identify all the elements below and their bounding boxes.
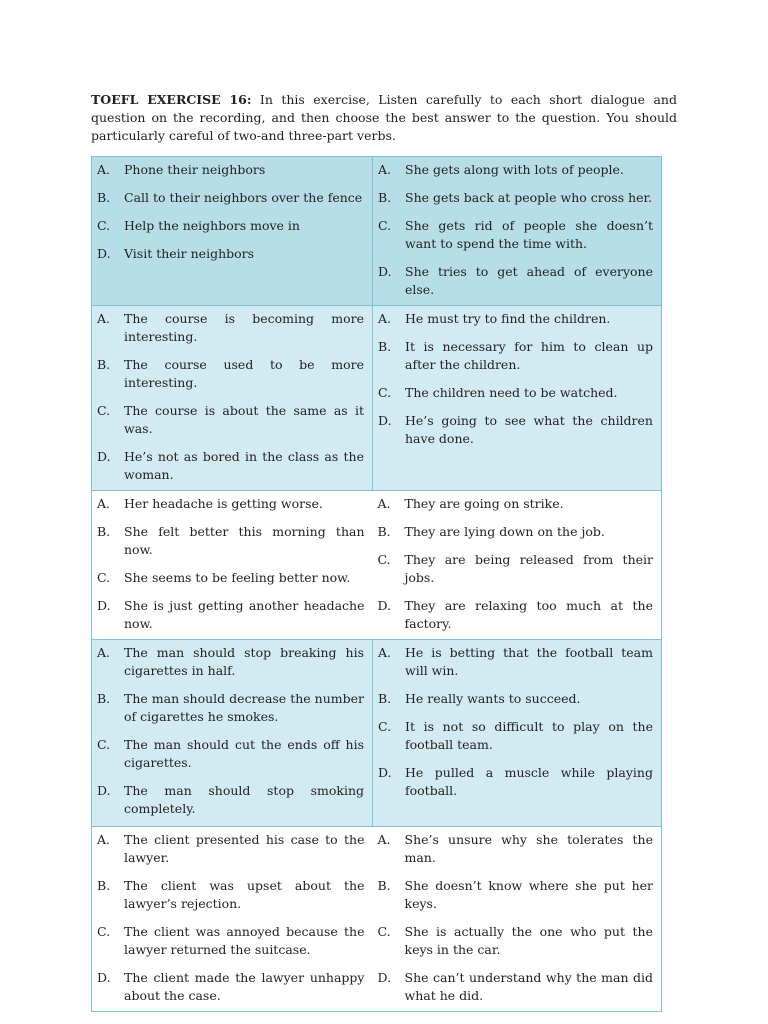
- answer-option[interactable]: [97, 310, 364, 346]
- option-letter: C.: [97, 924, 111, 939]
- answer-option[interactable]: [97, 644, 364, 680]
- option-letter: D.: [378, 765, 392, 780]
- option-letter: C.: [377, 924, 391, 939]
- option-text: Her headache is getting worse.: [124, 496, 323, 511]
- option-letter: B.: [378, 691, 392, 706]
- answer-option[interactable]: [97, 690, 364, 726]
- option-letter: D.: [378, 264, 392, 279]
- option-text: The client was upset about the lawyer’s rejection.: [124, 878, 365, 911]
- option-letter: D.: [97, 598, 111, 613]
- answer-option[interactable]: [378, 161, 653, 179]
- answer-option[interactable]: [378, 831, 654, 867]
- answer-option[interactable]: [378, 877, 654, 913]
- answer-option[interactable]: [97, 217, 364, 235]
- option-letter: B.: [97, 357, 111, 372]
- option-text: The course used to be more interesting.: [124, 357, 364, 390]
- answer-option[interactable]: [378, 189, 653, 207]
- answer-option[interactable]: [97, 736, 364, 772]
- option-letter: C.: [97, 737, 111, 752]
- answer-option[interactable]: [378, 764, 653, 800]
- question-row: [92, 827, 662, 1012]
- question-right-cell: [373, 640, 662, 827]
- option-text: The course is about the same as it was.: [124, 403, 364, 436]
- option-text: Phone their neighbors: [124, 162, 266, 177]
- answer-option[interactable]: [378, 338, 653, 374]
- answer-option[interactable]: [97, 161, 364, 179]
- option-letter: A.: [97, 645, 111, 660]
- answer-option[interactable]: [97, 448, 364, 484]
- option-letter: B.: [97, 524, 111, 539]
- option-text: Help the neighbors move in: [124, 218, 300, 233]
- option-letter: A.: [377, 496, 391, 511]
- option-letter: B.: [377, 524, 391, 539]
- option-letter: D.: [377, 970, 392, 985]
- option-letter: D.: [97, 246, 111, 261]
- option-text: She’s unsure why she tolerates the man.: [404, 832, 653, 865]
- question-left-cell: [92, 157, 373, 306]
- answer-option[interactable]: [378, 597, 654, 633]
- option-text: The course is becoming more interesting.: [124, 311, 364, 344]
- answer-option[interactable]: [378, 310, 653, 328]
- option-text: She felt better this morning than now.: [124, 524, 365, 557]
- question-left-cell: [92, 306, 373, 491]
- option-text: The man should stop breaking his cigarettes in half.: [124, 645, 364, 678]
- option-text: She is actually the one who put the keys in the car.: [404, 924, 653, 957]
- option-letter: D.: [97, 783, 111, 798]
- option-text: Call to their neighbors over the fence: [124, 190, 363, 205]
- option-text: They are lying down on the job.: [404, 524, 605, 539]
- answer-option[interactable]: [378, 523, 654, 541]
- option-text: They are going on strike.: [404, 496, 564, 511]
- answer-option[interactable]: [97, 831, 365, 867]
- question-right-cell: [373, 157, 662, 306]
- option-letter: C.: [378, 385, 392, 400]
- option-letter: C.: [97, 570, 111, 585]
- option-text: She gets back at people who cross her.: [405, 190, 653, 205]
- option-letter: C.: [97, 403, 111, 418]
- option-text: She gets rid of people she doesn’t want to spend the time with.: [405, 218, 653, 251]
- answer-option[interactable]: [97, 402, 364, 438]
- question-row: [92, 491, 662, 640]
- option-letter: A.: [97, 832, 111, 847]
- option-letter: A.: [378, 162, 392, 177]
- option-letter: A.: [97, 162, 111, 177]
- answer-option[interactable]: [97, 245, 364, 263]
- answer-option[interactable]: [378, 718, 653, 754]
- option-letter: A.: [377, 832, 391, 847]
- option-letter: C.: [378, 218, 392, 233]
- question-left-cell: [92, 491, 373, 640]
- exercise-intro: [91, 91, 677, 145]
- answer-option[interactable]: [378, 969, 654, 1005]
- answer-option[interactable]: [97, 597, 365, 633]
- option-letter: D.: [377, 598, 392, 613]
- option-text: The man should cut the ends off his cigarettes.: [124, 737, 364, 770]
- option-letter: B.: [97, 691, 111, 706]
- option-letter: C.: [377, 552, 391, 567]
- answer-option[interactable]: [97, 923, 365, 959]
- option-letter: A.: [97, 311, 111, 326]
- option-letter: A.: [97, 496, 111, 511]
- answer-option[interactable]: [97, 877, 365, 913]
- answer-option[interactable]: [378, 217, 653, 253]
- answer-option[interactable]: [378, 263, 653, 299]
- option-letter: A.: [378, 311, 392, 326]
- answer-table: [91, 156, 662, 1012]
- option-text: He really wants to succeed.: [405, 691, 581, 706]
- option-letter: B.: [378, 190, 392, 205]
- question-right-cell: [373, 306, 662, 491]
- option-text: He pulled a muscle while playing football.: [405, 765, 653, 798]
- answer-option[interactable]: [378, 412, 653, 448]
- answer-option[interactable]: [378, 551, 654, 587]
- answer-option[interactable]: [378, 495, 654, 513]
- option-letter: D.: [97, 970, 111, 985]
- option-text: She gets along with lots of people.: [405, 162, 624, 177]
- answer-option[interactable]: [97, 189, 364, 207]
- option-text: The client was annoyed because the lawyer returned the suitcase.: [124, 924, 365, 957]
- option-text: The children need to be watched.: [405, 385, 618, 400]
- question-right-cell: [373, 827, 662, 1012]
- option-text: She is just getting another headache now.: [124, 598, 365, 631]
- answer-option[interactable]: [97, 356, 364, 392]
- answer-option[interactable]: [378, 923, 654, 959]
- question-row: [92, 640, 662, 827]
- option-text: He is betting that the football team will win.: [405, 645, 653, 678]
- option-text: The client made the lawyer unhappy about the case.: [124, 970, 365, 1003]
- option-letter: B.: [377, 878, 391, 893]
- option-letter: C.: [97, 218, 111, 233]
- option-text: They are being released from their jobs.: [404, 552, 653, 585]
- question-left-cell: [92, 827, 373, 1012]
- question-row: [92, 306, 662, 491]
- answer-option[interactable]: [378, 384, 653, 402]
- option-letter: C.: [378, 719, 392, 734]
- question-left-cell: [92, 640, 373, 827]
- exercise-instructions: In this exercise, Listen carefully to each short dialogue and question on the recording, and then choose the best answer to the question. You should particularly careful of two-and three-part verbs.: [91, 92, 677, 143]
- answer-option[interactable]: [97, 969, 365, 1005]
- answer-option[interactable]: [378, 644, 653, 680]
- option-text: She can’t understand why the man did what he did.: [404, 970, 653, 1003]
- answer-option[interactable]: [97, 569, 365, 587]
- option-letter: D.: [378, 413, 392, 428]
- option-letter: A.: [378, 645, 392, 660]
- option-letter: D.: [97, 449, 111, 464]
- option-text: They are relaxing too much at the factory.: [404, 598, 653, 631]
- answer-option[interactable]: [97, 495, 365, 513]
- answer-option[interactable]: [378, 690, 653, 708]
- option-text: The man should decrease the number of cigarettes he smokes.: [124, 691, 364, 724]
- option-text: It is not so difficult to play on the football team.: [405, 719, 653, 752]
- question-row: [92, 157, 662, 306]
- answer-option[interactable]: [97, 782, 364, 818]
- option-text: Visit their neighbors: [124, 246, 255, 261]
- option-text: The man should stop smoking completely.: [124, 783, 364, 816]
- option-text: He’s not as bored in the class as the woman.: [124, 449, 364, 482]
- exercise-title: TOEFL EXERCISE 16:: [91, 92, 252, 107]
- option-text: She tries to get ahead of everyone else.: [405, 264, 653, 297]
- option-text: He’s going to see what the children have done.: [405, 413, 653, 446]
- option-letter: B.: [378, 339, 392, 354]
- option-text: She doesn’t know where she put her keys.: [404, 878, 653, 911]
- option-text: The client presented his case to the lawyer.: [124, 832, 365, 865]
- answer-option[interactable]: [97, 523, 365, 559]
- question-right-cell: [373, 491, 662, 640]
- option-letter: B.: [97, 878, 111, 893]
- option-text: She seems to be feeling better now.: [124, 570, 351, 585]
- option-text: He must try to find the children.: [405, 311, 611, 326]
- option-text: It is necessary for him to clean up after the children.: [405, 339, 653, 372]
- option-letter: B.: [97, 190, 111, 205]
